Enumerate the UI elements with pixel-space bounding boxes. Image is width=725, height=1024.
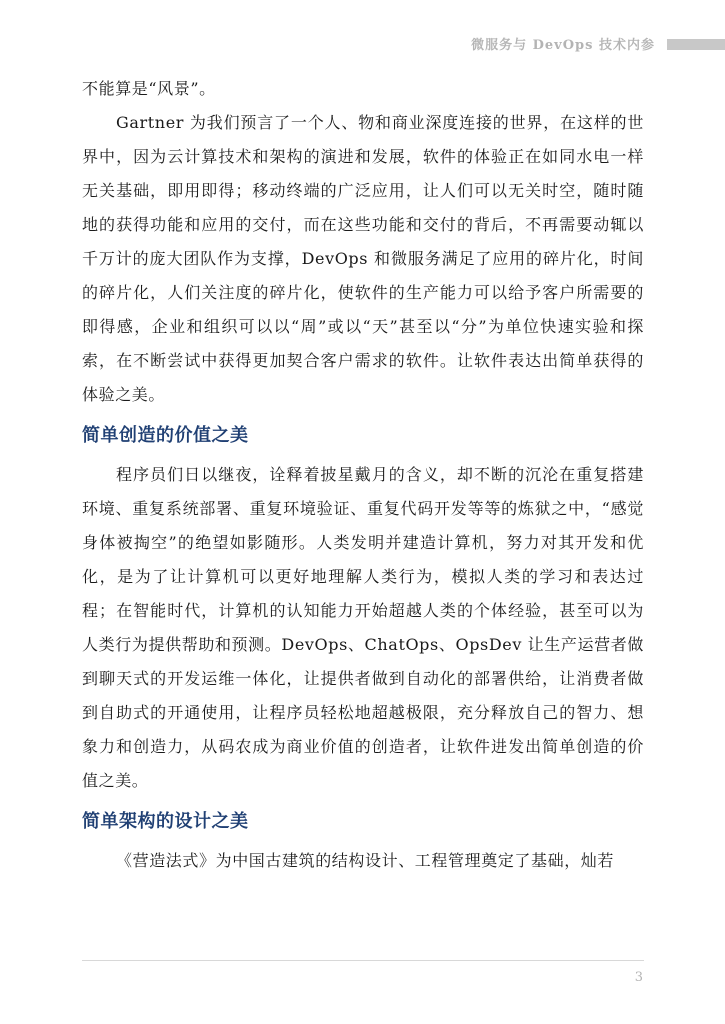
paragraph-continued: 不能算是“风景”。 [82, 79, 216, 98]
section-heading-value: 简单创造的价值之美 [82, 425, 249, 446]
page-body [82, 72, 644, 878]
running-header-title: 微服务与 DevOps 技术内参 [471, 38, 655, 53]
paragraph-programmers: 程序员们日以继夜，诠释着披星戴月的含义，却不断的沉沦在重复搭建环境、重复系统部署、重复环境验证、重复代码开发等等的炼狱之中，“感觉身体被掏空”的绝望如影随形。人类发明并建造计算机，努力对其开发和优化，是为了让计算机可以更好地理解人类行为，模拟人类的学习和表达过程；在智能时代，计算机的认知能力开始超越人类的个体经验，甚至可以为人类行为提供帮助和预测。DevOps、ChatOps、OpsDev 让生产运营者做到聊天式的开发运维一体化，让提供者做到自动化的部署供给，让消费者做到自助式的开通使用，让程序员轻松地超越极限，充分释放自己的智力、想象力和创造力，从码农成为商业价值的创造者，让软件进发出简单创造的价值之美。 [82, 465, 644, 790]
section-heading-architecture: 简单架构的设计之美 [82, 811, 249, 832]
footer-divider [82, 960, 644, 961]
page-header [0, 34, 725, 54]
paragraph-yingzao-fashi: 《营造法式》为中国古建筑的结构设计、工程管理奠定了基础，灿若 [116, 851, 615, 870]
header-decorative-bar [667, 39, 725, 50]
page-number: 3 [634, 970, 643, 985]
paragraph-gartner: Gartner 为我们预言了一个人、物和商业深度连接的世界，在这样的世界中，因为云计算技术和架构的演进和发展，软件的体验正在如同水电一样无关基础，即用即得；移动终端的广泛应用，让人们可以无关时空，随时随地的获得功能和应用的交付，而在这些功能和交付的背后，不再需要动辄以千万计的庞大团队作为支撑，DevOps 和微服务满足了应用的碎片化，时间的碎片化，人们关注度的碎片化，使软件的生产能力可以给予客户所需要的即得感，企业和组织可以以“周”或以“天”甚至以“分”为单位快速实验和探索，在不断尝试中获得更加契合客户需求的软件。让软件表达出简单获得的体验之美。 [82, 113, 644, 404]
